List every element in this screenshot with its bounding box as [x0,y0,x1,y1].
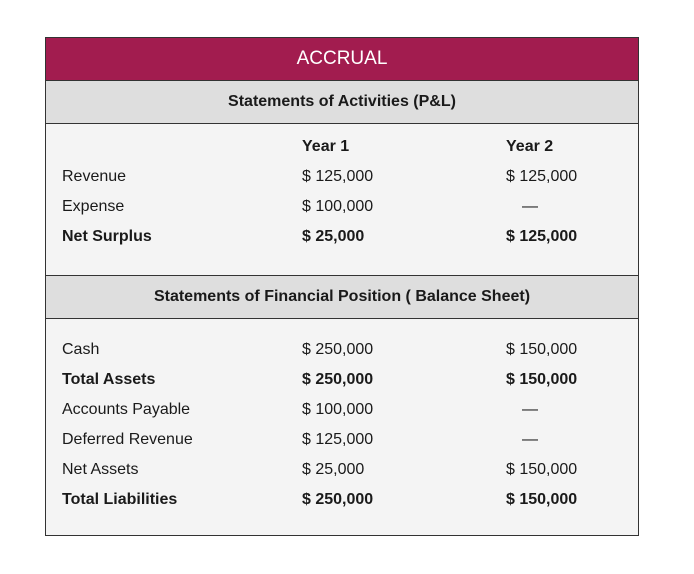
row-year1-value: $ 250,000 [302,491,374,508]
row-label: Total Liabilities [62,491,178,508]
row-year2-value: $ 125,000 [506,168,578,185]
table-row [46,222,638,252]
financial-position-header: Statements of Financial Position ( Balance Sheet) [46,275,638,319]
row-year1-value: $ 125,000 [302,168,374,185]
column-header-year2: Year 2 [506,138,554,155]
row-year2-value: — [522,198,538,215]
row-label: Cash [62,341,100,358]
table-row [46,395,638,425]
table-row [46,425,638,455]
table-title: ACCRUAL [46,38,638,81]
row-label: Net Surplus [62,228,152,245]
table-row [46,335,638,365]
row-label: Revenue [62,168,127,185]
column-header-row [46,132,638,162]
row-year1-value: $ 25,000 [302,461,365,478]
row-year2-value: $ 150,000 [506,341,578,358]
table-row [46,485,638,515]
accrual-table [45,37,639,536]
table-row [46,365,638,395]
row-year2-value: $ 150,000 [506,491,578,508]
row-year1-value: $ 250,000 [302,371,374,388]
row-year1-value: $ 100,000 [302,198,374,215]
row-label: Expense [62,198,125,215]
row-year2-value: $ 150,000 [506,461,578,478]
row-year2-value: $ 150,000 [506,371,578,388]
table-row [46,455,638,485]
row-year1-value: $ 100,000 [302,401,374,418]
row-year1-value: $ 25,000 [302,228,365,245]
row-year2-value: — [522,401,538,418]
row-year2-value: — [522,431,538,448]
row-label: Deferred Revenue [62,431,193,448]
table-row [46,162,638,192]
row-year1-value: $ 250,000 [302,341,374,358]
table-row [46,192,638,222]
row-label: Total Assets [62,371,156,388]
activities-header: Statements of Activities (P&L) [46,81,638,124]
row-year1-value: $ 125,000 [302,431,374,448]
row-label: Net Assets [62,461,139,478]
row-label: Accounts Payable [62,401,191,418]
column-header-year1: Year 1 [302,138,350,155]
row-year2-value: $ 125,000 [506,228,578,245]
activities-section [46,124,638,275]
financial-position-section [46,319,638,536]
